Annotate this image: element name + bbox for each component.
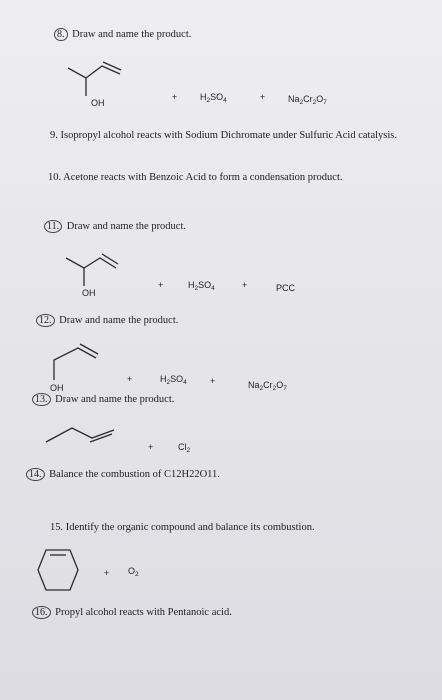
question-14 xyxy=(26,468,220,481)
question-16 xyxy=(32,606,232,619)
reagent-o2: $O_2$ xyxy=(128,566,139,578)
question-prompt: Balance the combustion of C12H22O11. xyxy=(49,469,220,480)
question-prompt: Propyl alcohol reacts with Pentanoic acid. xyxy=(55,607,232,618)
question-number: 12. xyxy=(36,314,55,327)
question-number: 8. xyxy=(54,28,68,41)
molecule-q8 xyxy=(68,52,158,102)
question-10: 10. Acetone reacts with Benzoic Acid to form a condensation product. xyxy=(48,172,343,183)
question-9: 9. Isopropyl alcohol reacts with Sodium Dichromate under Sulfuric Acid catalysis. xyxy=(50,130,398,141)
molecule-q13 xyxy=(46,422,136,452)
question-number: 13. xyxy=(32,393,51,406)
reagent-cl2: $Cl_2$ xyxy=(178,442,191,454)
plus-sign: + xyxy=(127,374,133,384)
question-prompt: Draw and name the product. xyxy=(59,315,179,326)
molecule-q11 xyxy=(66,244,146,294)
question-13 xyxy=(32,393,174,406)
question-number: 11. xyxy=(44,220,62,233)
question-prompt: Draw and name the product. xyxy=(55,394,175,405)
plus-sign: + xyxy=(210,376,216,386)
question-8 xyxy=(54,28,191,41)
reagent-na2cr2o7: $Na_2Cr_2O_7$ xyxy=(288,94,327,106)
question-15: 15. Identify the organic compound and balance its combustion. xyxy=(50,522,315,533)
oh-label: OH xyxy=(91,98,105,108)
reagent-na2cr2o7: $Na_2Cr_2O_7$ xyxy=(248,380,287,392)
question-number: 14. xyxy=(26,468,45,481)
plus-sign: + xyxy=(242,280,248,290)
reagent-h2so4: $H_2SO_4$ xyxy=(188,280,215,292)
plus-sign: + xyxy=(104,568,110,578)
plus-sign: + xyxy=(172,92,178,102)
reagent-pcc: PCC xyxy=(276,283,296,293)
plus-sign: + xyxy=(158,280,164,290)
oh-label: OH xyxy=(82,288,96,298)
question-12 xyxy=(36,314,178,327)
molecule-q15 xyxy=(36,546,80,596)
question-11 xyxy=(44,220,186,233)
plus-sign: + xyxy=(260,92,266,102)
reagent-h2so4: $H_2SO_4$ xyxy=(200,92,227,104)
question-prompt: Draw and name the product. xyxy=(66,221,187,232)
plus-sign: + xyxy=(148,442,154,452)
reagent-h2so4: $H_2SO_4$ xyxy=(160,374,187,386)
oh-label: OH xyxy=(50,383,64,393)
question-prompt: Draw and name the product. xyxy=(72,29,192,40)
question-number: 16. xyxy=(32,606,51,619)
